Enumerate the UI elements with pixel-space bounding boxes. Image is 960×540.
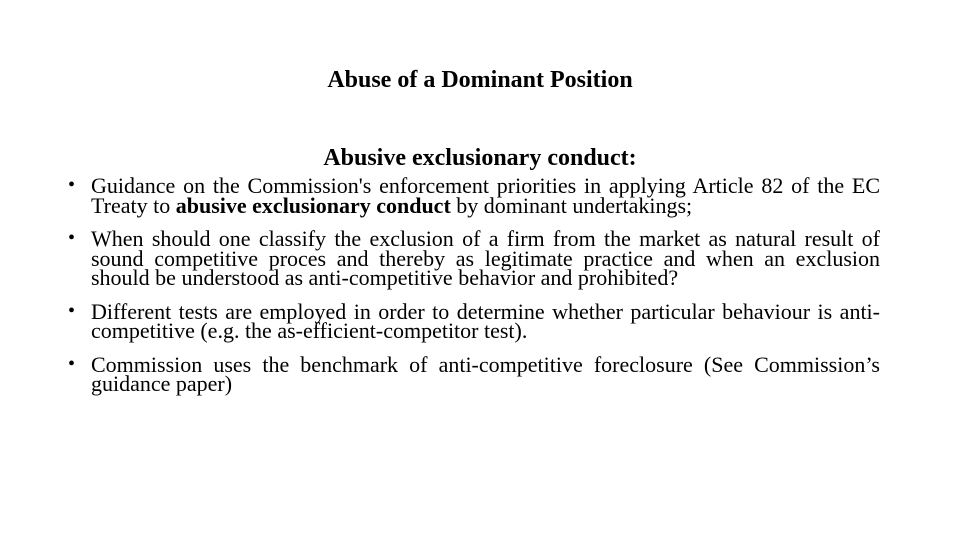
bullet-icon: • (68, 174, 76, 196)
bullet-text: Guidance on the Commission's enforcement priorities in applying Article 82 of the EC Treaty to (91, 173, 880, 218)
bullet-item (68, 298, 880, 343)
bullet-text: Commission uses the benchmark of anti-competitive foreclosure (See Commission’s guidance paper) (91, 351, 880, 396)
bullet-item (68, 226, 880, 290)
bullet-item (68, 351, 880, 396)
bullet-icon: • (68, 299, 76, 322)
bullet-text: Different tests are employed in order to determine whether particular behaviour is anti-competitive (e.g. the as-efficient-competitor test). (91, 298, 880, 343)
bullet-list (68, 173, 880, 396)
slide-title: Abuse of a Dominant Position (327, 67, 633, 93)
bullet-item (68, 173, 880, 218)
bullet-text: When should one classify the exclusion of a firm from the market as natural result of sound competitive proces and thereby as legitimate practice and when an exclusion should be understood as anti-competitive behavior and prohibited? (91, 226, 880, 290)
bullet-icon: • (68, 352, 76, 375)
bullet-text: by dominant undertakings; (450, 192, 693, 218)
bullet-text-bold: abusive exclusionary conduct (175, 192, 451, 218)
bullet-icon: • (68, 227, 76, 249)
slide-subtitle: Abusive exclusionary conduct: (323, 145, 637, 171)
